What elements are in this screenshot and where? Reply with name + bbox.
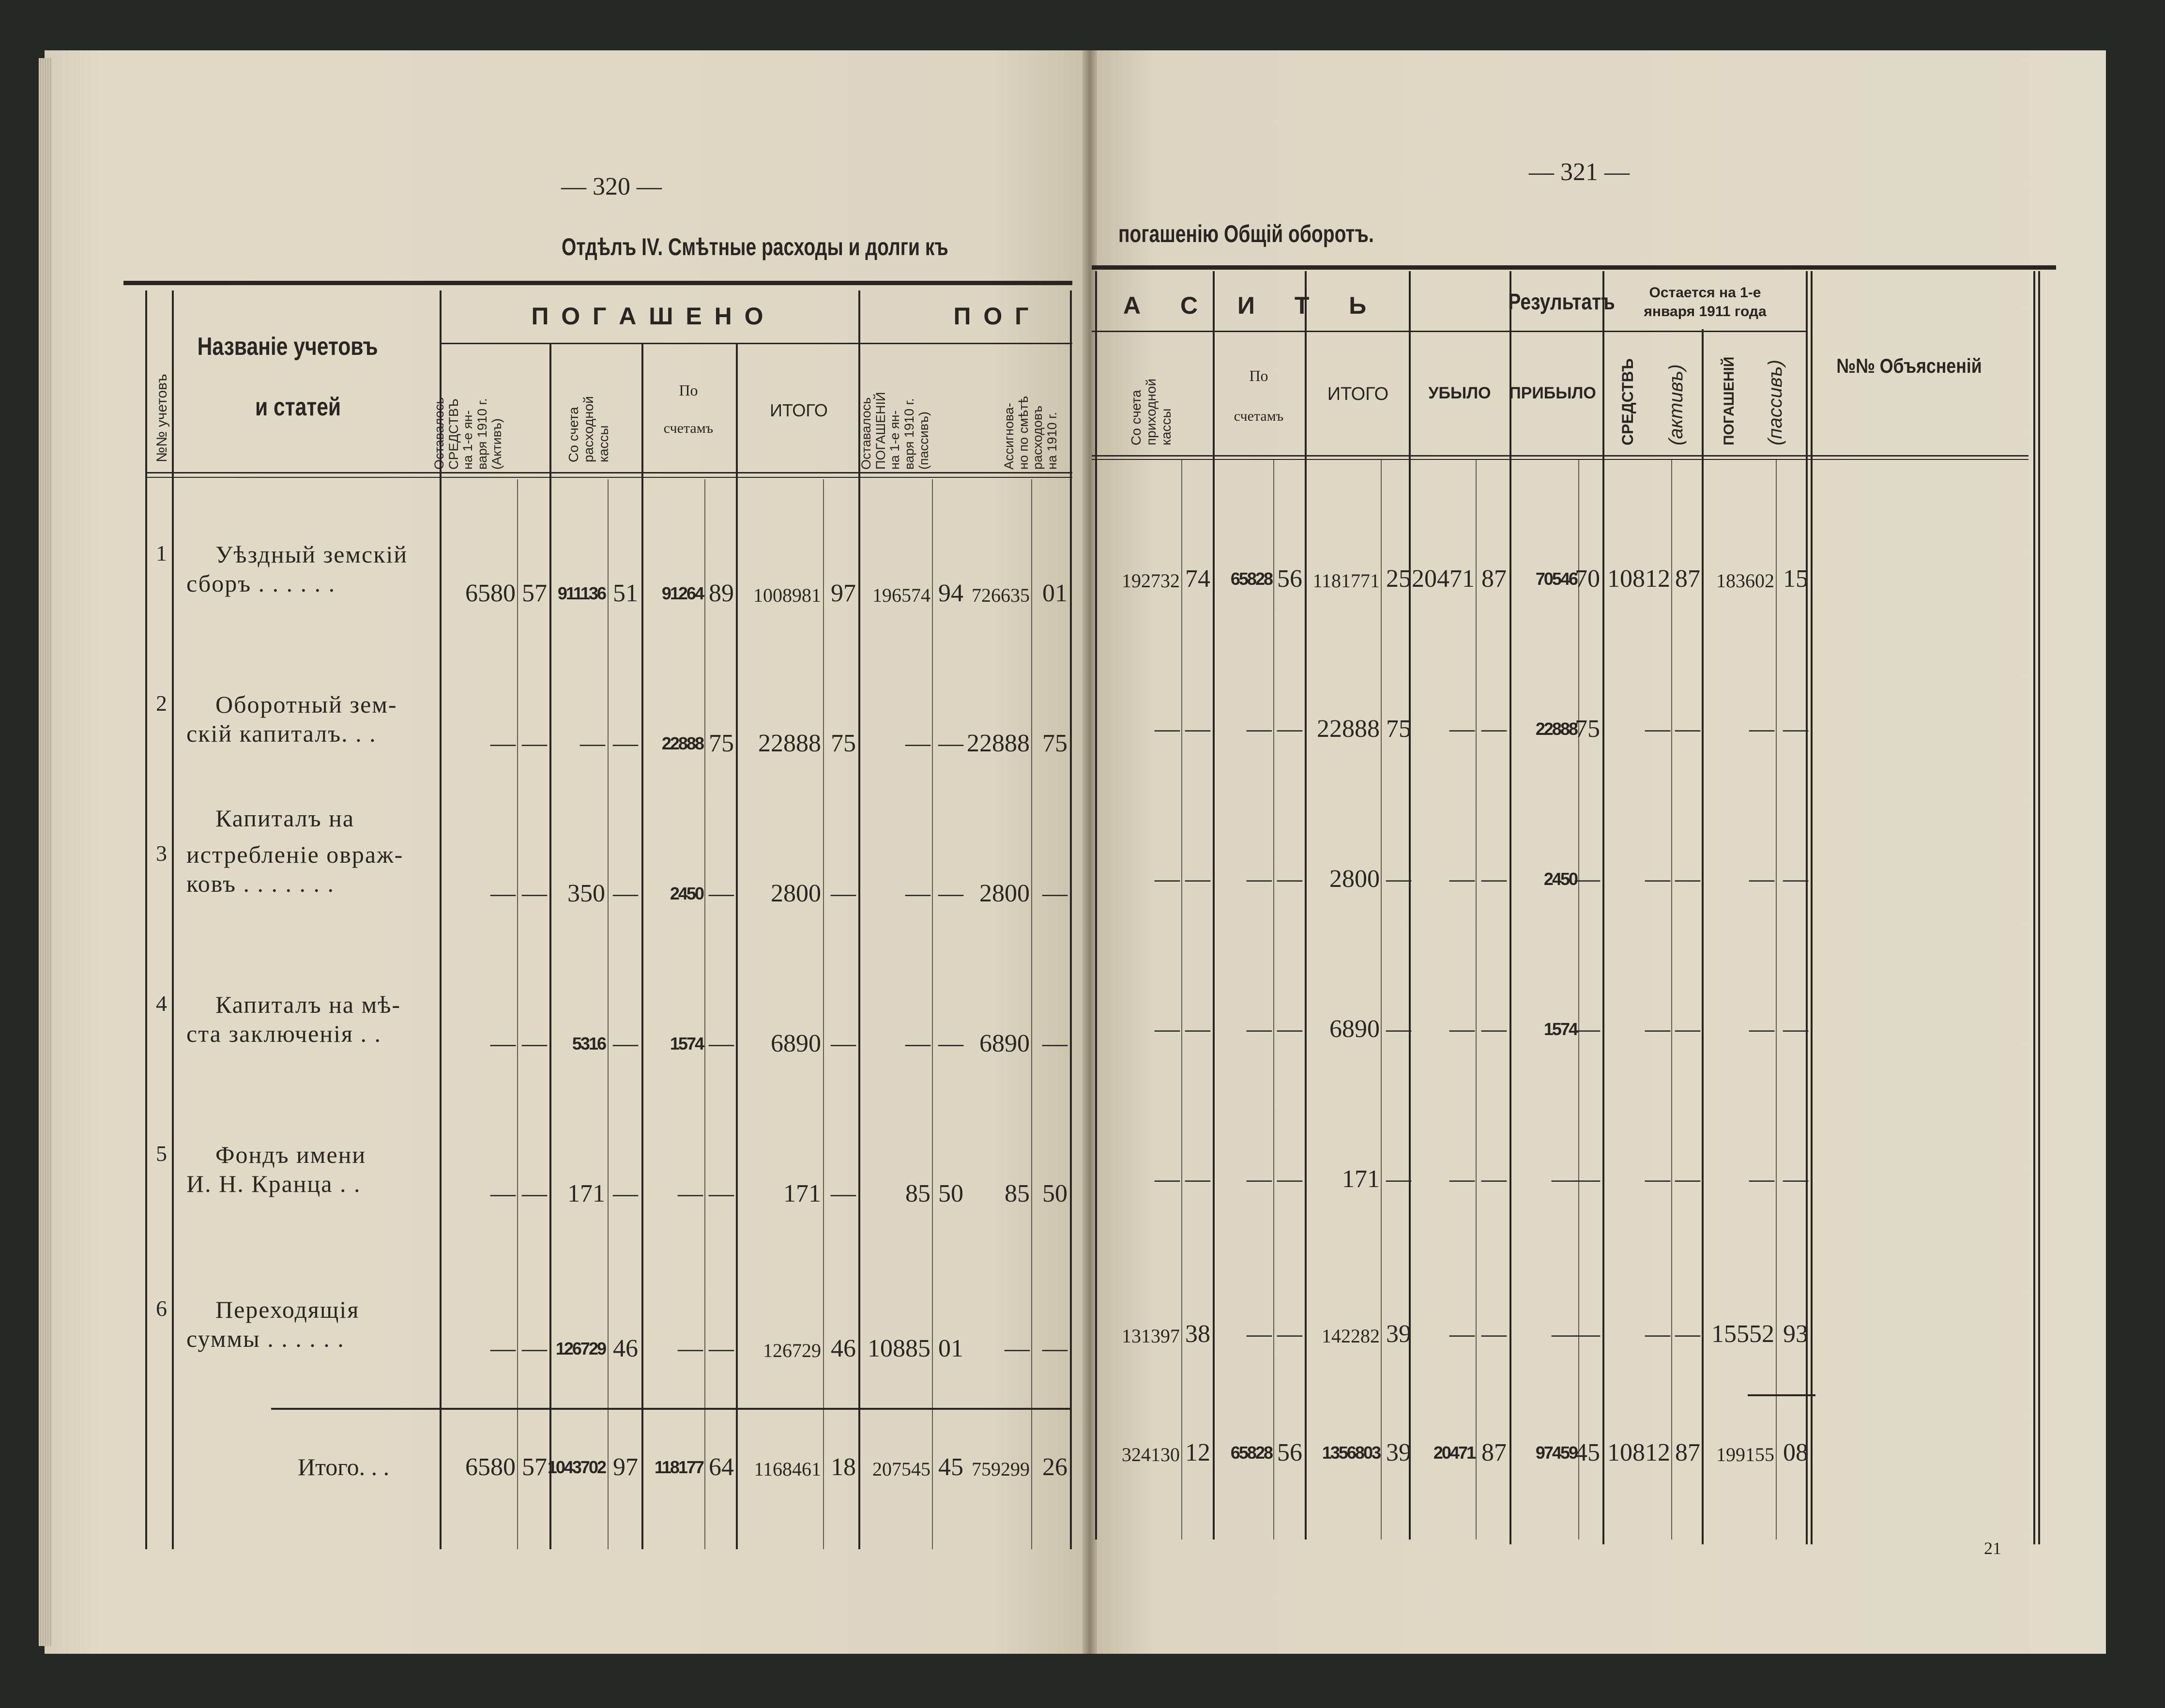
total-cell-right: 324130: [1122, 1444, 1180, 1465]
total-cell-left: 759299: [972, 1458, 1030, 1480]
table-cell-right: —: [1277, 1165, 1302, 1193]
row-number: 3: [156, 841, 167, 866]
row-label: Уѣздный земскій: [215, 541, 408, 568]
table-cell-right: —: [1645, 1165, 1670, 1193]
table-cell-left: 46: [831, 1335, 856, 1362]
table-cell-right: —: [1449, 865, 1475, 893]
column-rule-thin: [608, 479, 609, 1549]
table-cell-left: 50: [938, 1180, 963, 1207]
column-rule: [1811, 271, 1813, 1544]
header-asit: А С И Т Ь: [1123, 292, 1383, 319]
table-cell-left: —: [938, 1030, 963, 1057]
table-cell-right: 10812: [1607, 565, 1670, 593]
table-cell-left: —: [905, 1030, 930, 1057]
column-rule: [1702, 329, 1704, 1544]
table-cell-left: 75: [831, 730, 856, 757]
table-cell-right: —: [1575, 865, 1600, 893]
table-cell-left: —: [938, 880, 963, 907]
table-cell-right: —: [1552, 1165, 1577, 1193]
table-cell-left: 2450: [670, 884, 703, 903]
total-cell-right: 45: [1575, 1439, 1600, 1466]
table-cell-left: —: [613, 880, 638, 907]
header-pogash-r: ПОГАШЕНІЙ: [1721, 356, 1737, 445]
table-cell-right: —: [1386, 865, 1411, 893]
table-cell-left: —: [522, 730, 547, 757]
table-cell-right: 6890: [1329, 1015, 1380, 1043]
table-cell-right: 93: [1783, 1320, 1808, 1348]
row-number: 5: [156, 1141, 167, 1166]
table-cell-right: 65828: [1230, 569, 1272, 589]
table-cell-left: 6890: [979, 1030, 1030, 1057]
table-cell-left: 46: [613, 1335, 638, 1362]
table-cell-right: —: [1247, 715, 1272, 743]
bleed-through: [669, 755, 686, 828]
header-itogo-right: ИТОГО: [1327, 384, 1389, 404]
total-cell-right: 87: [1481, 1439, 1507, 1466]
header-result: Результатъ: [1508, 289, 1615, 314]
table-cell-left: —: [1042, 1030, 1067, 1057]
table-cell-right: —: [1783, 715, 1808, 743]
table-cell-right: —: [1749, 1165, 1774, 1193]
table-cell-right: —: [1675, 1165, 1700, 1193]
table-cell-right: —: [1386, 1015, 1411, 1043]
row-label: Оборотный зем-: [215, 691, 397, 718]
table-cell-right: —: [1247, 1320, 1272, 1348]
table-cell-left: 726635: [972, 584, 1030, 606]
header-po-r: По: [1249, 367, 1268, 384]
header-so-scheta-prih: Со счета приходной кассы: [1128, 378, 1174, 445]
row-label: Капиталъ на: [215, 805, 355, 832]
column-rule-thin: [1273, 460, 1274, 1540]
total-cell-left: 18: [831, 1453, 856, 1481]
column-rule: [1806, 271, 1808, 1544]
rule-header-right: [1092, 455, 2028, 457]
table-cell-left: —: [490, 880, 516, 907]
table-cell-right: 87: [1675, 565, 1700, 593]
table-cell-right: —: [1449, 1165, 1475, 1193]
header-schetam-r: счетамъ: [1234, 408, 1284, 424]
table-cell-right: —: [1645, 715, 1670, 743]
table-cell-right: —: [1277, 1015, 1302, 1043]
column-rule: [736, 344, 738, 1549]
header-aktiv: (активъ): [1665, 364, 1687, 445]
table-cell-left: —: [709, 1335, 734, 1362]
table-cell-right: 25: [1386, 565, 1411, 593]
table-cell-right: —: [1552, 1320, 1577, 1348]
column-rule-thin: [1776, 460, 1777, 1540]
table-cell-left: —: [1005, 1335, 1030, 1362]
header-assign: Ассигнова- но по смѣтѣ расходовъ на 1910 г.: [1002, 396, 1060, 470]
table-cell-left: 94: [938, 580, 963, 607]
column-rule: [1213, 271, 1215, 1540]
table-cell-left: —: [613, 1030, 638, 1057]
header-ubylo: УБЫЛО: [1428, 384, 1491, 402]
table-cell-right: —: [1277, 865, 1302, 893]
header-ostav-pogash: Оставалось ПОГАШЕНІЙ на 1-е ян- варя 1910 г. (пассивъ): [859, 392, 931, 470]
total-cell-left: 207545: [872, 1458, 930, 1480]
rule-top-left: [123, 281, 1072, 285]
table-cell-right: —: [1247, 1015, 1272, 1043]
table-cell-right: —: [1481, 1320, 1507, 1348]
page-title-left: Отдѣлъ IV. Смѣтные расходы и долги къ: [562, 233, 948, 260]
folio-number: 21: [1984, 1539, 2001, 1558]
table-cell-left: 6580: [465, 580, 516, 607]
table-cell-left: 126729: [763, 1340, 821, 1361]
header-so-scheta: Со счета расходной кассы: [566, 396, 611, 462]
table-cell-right: 75: [1575, 715, 1600, 743]
header-pribylo: ПРИБЫЛО: [1509, 384, 1596, 402]
column-rule: [858, 290, 860, 1549]
table-cell-right: —: [1575, 1165, 1600, 1193]
total-cell-left: 1043702: [547, 1457, 605, 1477]
table-cell-right: —: [1185, 865, 1210, 893]
table-cell-right: —: [1155, 1165, 1180, 1193]
total-cell-right: 65828: [1230, 1443, 1272, 1463]
page-edges: [39, 58, 52, 1646]
page-number-left: — 320 —: [561, 173, 662, 200]
table-cell-left: 6890: [771, 1030, 821, 1057]
table-cell-right: 22888: [1317, 715, 1380, 743]
row-label: Капиталъ на мѣ-: [215, 991, 401, 1018]
table-cell-left: —: [522, 880, 547, 907]
table-cell-right: —: [1481, 865, 1507, 893]
total-cell-left: 57: [522, 1453, 547, 1481]
header-ostaetsa: Остается на 1-е января 1911 года: [1644, 285, 1767, 320]
table-cell-left: —: [709, 880, 734, 907]
table-cell-left: 22888: [758, 730, 821, 757]
total-cell-right: 10812: [1607, 1439, 1670, 1466]
table-cell-left: —: [613, 730, 638, 757]
table-cell-right: —: [1386, 1165, 1411, 1193]
table-cell-right: 1574: [1543, 1019, 1577, 1039]
table-cell-left: 171: [783, 1180, 821, 1207]
column-rule-thin: [1671, 460, 1672, 1540]
rule-total-left: [271, 1408, 1070, 1410]
header-name-col-2: и статей: [255, 393, 341, 421]
table-cell-right: —: [1185, 715, 1210, 743]
table-cell-right: 15: [1783, 565, 1808, 593]
column-rule-thin: [823, 479, 824, 1549]
column-rule: [2033, 271, 2035, 1544]
table-cell-left: 85: [905, 1180, 930, 1207]
table-cell-right: —: [1481, 715, 1507, 743]
column-rule: [549, 344, 551, 1549]
table-cell-left: 97: [831, 580, 856, 607]
total-cell-left: 118177: [654, 1457, 703, 1477]
table-cell-right: 15552: [1711, 1320, 1774, 1348]
column-rule-thin: [932, 479, 933, 1549]
table-cell-right: —: [1185, 1015, 1210, 1043]
table-cell-left: 1574: [670, 1034, 703, 1053]
table-cell-left: —: [490, 1335, 516, 1362]
total-cell-left: 26: [1042, 1453, 1067, 1481]
table-cell-right: 131397: [1122, 1325, 1180, 1347]
table-cell-right: 183602: [1716, 570, 1774, 592]
table-cell-right: 39: [1386, 1320, 1411, 1348]
table-cell-right: 75: [1386, 715, 1411, 743]
column-rule-thin: [1578, 460, 1579, 1540]
table-cell-right: —: [1749, 1015, 1774, 1043]
table-cell-left: —: [490, 730, 516, 757]
header-schetam: счетамъ: [663, 420, 714, 436]
table-cell-right: —: [1247, 1165, 1272, 1193]
table-cell-left: 89: [709, 580, 734, 607]
table-cell-right: —: [1155, 865, 1180, 893]
table-cell-left: 50: [1042, 1180, 1067, 1207]
table-cell-right: —: [1675, 1320, 1700, 1348]
row-label: ста заключенія . .: [186, 1020, 381, 1047]
row-number: 4: [156, 991, 167, 1016]
total-cell-right: 1356803: [1322, 1443, 1380, 1463]
column-rule: [1095, 271, 1097, 1540]
table-cell-left: 2800: [979, 880, 1030, 907]
table-cell-left: 350: [567, 880, 605, 907]
table-cell-right: —: [1185, 1165, 1210, 1193]
total-cell-left: 45: [938, 1453, 963, 1481]
total-cell-right: 12: [1185, 1439, 1210, 1466]
header-objasn: №№ Объясненій: [1836, 354, 1982, 377]
table-cell-right: —: [1645, 865, 1670, 893]
column-rule: [145, 290, 147, 1549]
table-cell-right: —: [1277, 1320, 1302, 1348]
table-cell-right: 142282: [1322, 1325, 1380, 1347]
page-number-right: — 321 —: [1529, 158, 1630, 186]
table-cell-left: 196574: [872, 584, 930, 606]
total-cell-left: 6580: [465, 1453, 516, 1481]
table-cell-left: —: [678, 1180, 703, 1207]
table-cell-right: 56: [1277, 565, 1302, 593]
table-cell-left: 1008981: [753, 584, 821, 606]
table-cell-right: 38: [1185, 1320, 1210, 1348]
table-cell-right: —: [1155, 1015, 1180, 1043]
rule-header-left: [145, 472, 1072, 473]
total-cell-right: 199155: [1716, 1444, 1774, 1465]
column-rule: [440, 290, 442, 1549]
table-cell-right: 171: [1342, 1165, 1380, 1193]
table-cell-right: —: [1645, 1015, 1670, 1043]
table-cell-left: —: [522, 1180, 547, 1207]
header-sredstv: СРЕДСТВЪ: [1619, 358, 1636, 445]
table-cell-left: —: [709, 1180, 734, 1207]
column-rule: [172, 290, 174, 1549]
rule-group-left: [440, 343, 1072, 344]
column-rule: [641, 344, 643, 1549]
table-cell-right: 20471: [1412, 565, 1475, 593]
table-cell-right: —: [1277, 715, 1302, 743]
table-cell-right: 87: [1481, 565, 1507, 593]
total-cell-left: 64: [709, 1453, 734, 1481]
rule-top-right: [1092, 265, 2056, 270]
table-cell-left: —: [613, 1180, 638, 1207]
table-cell-right: —: [1645, 1320, 1670, 1348]
table-cell-right: 22888: [1535, 719, 1577, 739]
column-rule: [1509, 271, 1511, 1544]
column-rule-thin: [1031, 479, 1032, 1549]
header-name-col-1: Названіе учетовъ: [197, 333, 378, 361]
table-cell-right: 70546: [1535, 569, 1577, 589]
table-cell-left: —: [905, 880, 930, 907]
table-cell-left: —: [709, 1030, 734, 1057]
header-po: По: [679, 381, 698, 399]
table-cell-left: —: [831, 1180, 856, 1207]
header-passiv: (пассивъ): [1765, 359, 1786, 445]
table-cell-left: 01: [938, 1335, 963, 1362]
row-label: Переходящія: [215, 1296, 360, 1323]
table-cell-left: 911136: [557, 583, 605, 603]
total-label: Итого. . .: [298, 1453, 390, 1480]
table-cell-left: —: [831, 1030, 856, 1057]
header-num-col: №№ учетовъ: [154, 374, 170, 462]
row-label: сборъ . . . . . .: [186, 570, 336, 597]
table-cell-left: —: [905, 730, 930, 757]
table-cell-right: 192732: [1122, 570, 1180, 592]
table-cell-right: —: [1481, 1165, 1507, 1193]
table-cell-left: 10885: [868, 1335, 930, 1362]
table-cell-left: 75: [709, 730, 734, 757]
page-title-right: погашенію Общій оборотъ.: [1118, 220, 1374, 247]
row-number: 1: [156, 541, 167, 565]
table-cell-right: —: [1749, 715, 1774, 743]
table-cell-right: —: [1449, 1015, 1475, 1043]
table-cell-left: 91264: [661, 583, 703, 603]
table-cell-right: —: [1783, 1165, 1808, 1193]
total-cell-right: 97459: [1535, 1443, 1577, 1463]
table-cell-left: 2800: [771, 880, 821, 907]
table-cell-left: —: [490, 1180, 516, 1207]
table-cell-left: —: [522, 1335, 547, 1362]
table-cell-right: —: [1675, 715, 1700, 743]
table-cell-right: 70: [1575, 565, 1600, 593]
column-rule-thin: [1476, 460, 1477, 1540]
table-cell-left: —: [678, 1335, 703, 1362]
table-cell-left: 126729: [555, 1339, 605, 1358]
row-label: истребленіе овраж-: [186, 841, 404, 868]
column-rule: [1305, 271, 1307, 1540]
column-rule: [1602, 271, 1604, 1544]
table-cell-left: 22888: [967, 730, 1030, 757]
table-cell-left: —: [580, 730, 605, 757]
total-cell-right: 87: [1675, 1439, 1700, 1466]
header-itogo-left: ИТОГО: [770, 400, 828, 420]
table-cell-left: 5316: [572, 1034, 605, 1053]
column-rule: [1070, 290, 1072, 1549]
table-cell-left: 51: [613, 580, 638, 607]
table-cell-left: —: [1042, 880, 1067, 907]
table-cell-right: —: [1247, 865, 1272, 893]
table-cell-right: 1181771: [1312, 570, 1380, 592]
table-cell-right: —: [1449, 715, 1475, 743]
total-cell-right: 56: [1277, 1439, 1302, 1466]
total-cell-right: 08: [1783, 1439, 1808, 1466]
column-rule-thin: [1381, 460, 1382, 1540]
table-cell-left: —: [1042, 1335, 1067, 1362]
total-cell-left: 1168461: [754, 1458, 821, 1480]
table-cell-left: —: [831, 880, 856, 907]
table-cell-left: —: [938, 730, 963, 757]
table-cell-left: —: [490, 1030, 516, 1057]
row-label: ковъ . . . . . . .: [186, 870, 335, 897]
table-cell-right: —: [1675, 865, 1700, 893]
table-cell-right: —: [1481, 1015, 1507, 1043]
table-cell-right: —: [1155, 715, 1180, 743]
table-cell-right: —: [1749, 865, 1774, 893]
table-cell-right: —: [1783, 865, 1808, 893]
table-cell-right: —: [1575, 1015, 1600, 1043]
row-number: 2: [156, 691, 167, 716]
table-cell-right: 2800: [1329, 865, 1380, 893]
table-cell-right: 2450: [1543, 869, 1577, 889]
table-cell-right: —: [1575, 1320, 1600, 1348]
row-label: скій капиталъ. . .: [186, 720, 377, 747]
column-rule-thin: [1181, 460, 1182, 1540]
rule-group-right: [1092, 331, 1806, 332]
row-number: 6: [156, 1296, 167, 1321]
total-cell-left: 97: [613, 1453, 638, 1481]
table-cell-left: 85: [1005, 1180, 1030, 1207]
table-cell-right: 74: [1185, 565, 1210, 593]
header-pog: П О Г: [953, 303, 1032, 330]
header-pogasheno: П О Г А Ш Е Н О: [531, 303, 766, 330]
table-cell-left: 57: [522, 580, 547, 607]
row-label: Фондъ имени: [215, 1141, 366, 1168]
column-rule-thin: [704, 479, 705, 1549]
column-rule: [2038, 271, 2040, 1544]
header-ostav-sredstv: Оставалось СРЕДСТВЪ на 1-е ян- варя 1910 г. (Активъ): [432, 397, 504, 470]
row-label: И. Н. Кранца . .: [186, 1170, 361, 1197]
row-label: суммы . . . . . .: [186, 1325, 345, 1352]
table-cell-left: 01: [1042, 580, 1067, 607]
column-rule: [1409, 271, 1411, 1540]
total-cell-right: 39: [1386, 1439, 1411, 1466]
column-rule-thin: [517, 479, 518, 1549]
table-cell-left: 22888: [661, 733, 703, 753]
total-cell-right: 20471: [1433, 1443, 1475, 1463]
table-cell-right: —: [1675, 1015, 1700, 1043]
table-cell-left: 75: [1042, 730, 1067, 757]
table-cell-left: 171: [567, 1180, 605, 1207]
table-cell-left: —: [522, 1030, 547, 1057]
table-cell-right: —: [1449, 1320, 1475, 1348]
table-cell-right: —: [1783, 1015, 1808, 1043]
